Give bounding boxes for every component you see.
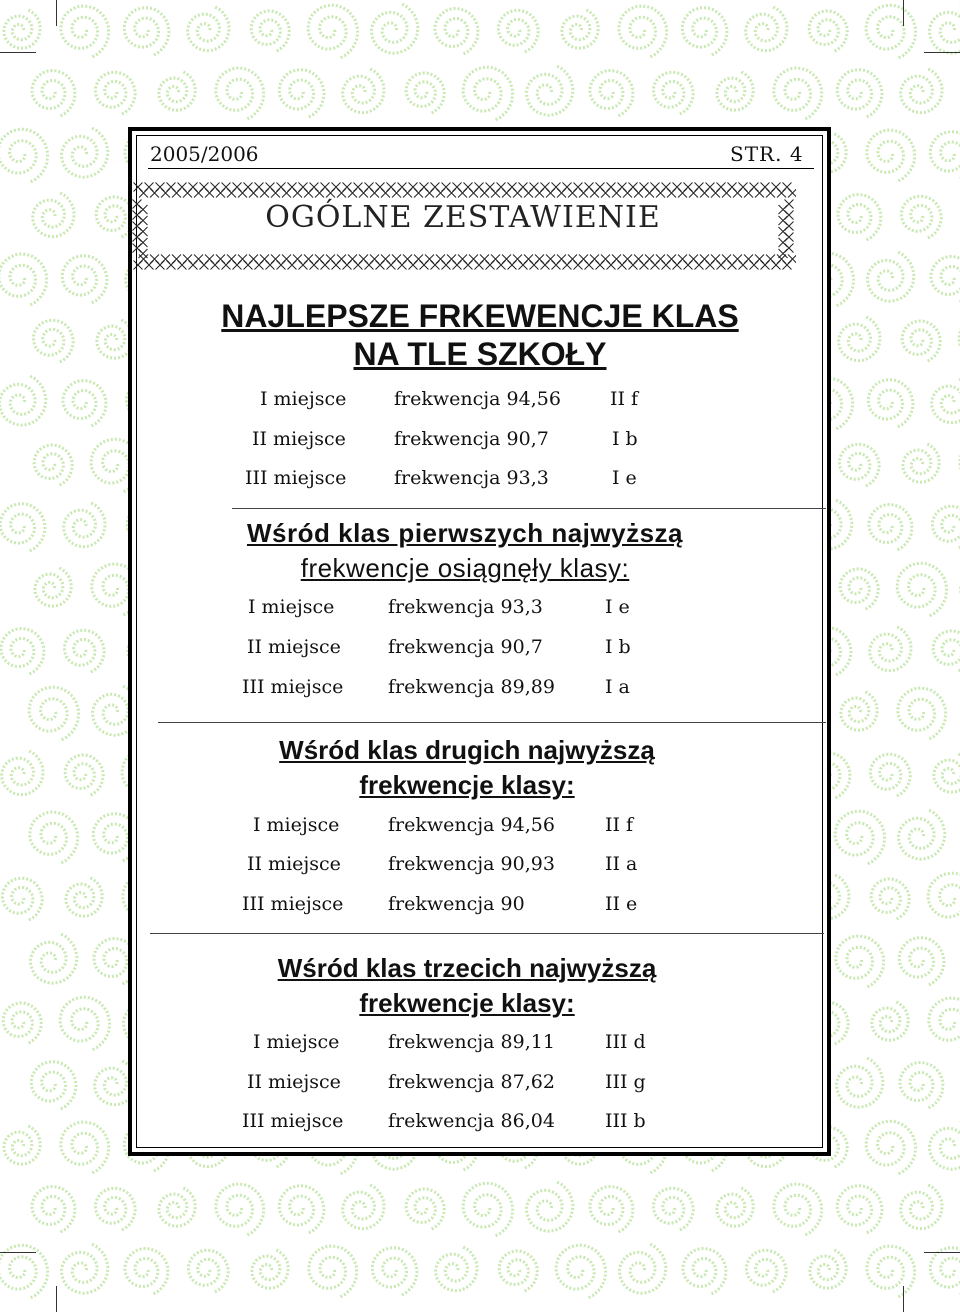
class-label: I a [605, 676, 630, 698]
class-label: II f [610, 388, 639, 410]
place-label: II miejsce [252, 428, 346, 450]
class-label: III b [605, 1110, 646, 1132]
class-label: II e [605, 893, 638, 915]
second-year-title-line-2: frekwencje klasy: [359, 770, 575, 800]
attendance-value: frekwencja 89,89 [388, 676, 555, 698]
third-year-title-line-2: frekwencje klasy: [359, 988, 575, 1018]
class-label: III g [605, 1071, 646, 1093]
attendance-value: frekwencja 89,11 [388, 1031, 555, 1053]
attendance-value: frekwencja 87,62 [388, 1071, 555, 1093]
attendance-value: frekwencja 94,56 [394, 388, 561, 410]
class-label: I b [612, 428, 638, 450]
attendance-value: frekwencja 90,7 [388, 636, 543, 658]
place-label: II miejsce [247, 636, 341, 658]
header-rule [148, 168, 814, 169]
attendance-value: frekwencja 90,7 [394, 428, 549, 450]
first-year-title-line-1: Wśród klas pierwszych najwyższą [247, 518, 683, 548]
attendance-value: frekwencja 90,93 [388, 853, 555, 875]
attendance-value: frekwencja 90 [388, 893, 525, 915]
banner-title: OGÓLNE ZESTAWIENIE [265, 200, 661, 235]
stitch-mark [139, 249, 148, 258]
first-year-title-line-2: frekwencje osiągnęły klasy: [300, 553, 630, 583]
place-label: I miejsce [260, 388, 347, 410]
attendance-value: frekwencja 94,56 [388, 814, 555, 836]
attendance-value: frekwencja 93,3 [394, 467, 549, 489]
class-label: III d [605, 1031, 646, 1053]
place-label: I miejsce [253, 814, 340, 836]
third-year-title-line-1: Wśród klas trzecich najwyższą [277, 953, 657, 983]
place-label: III miejsce [242, 893, 344, 915]
section-separator [158, 722, 826, 723]
class-label: I b [605, 636, 631, 658]
main-title-line-2: NA TLE SZKOŁY [353, 336, 607, 372]
class-label: II f [605, 814, 634, 836]
section-separator [232, 508, 826, 509]
attendance-value: frekwencja 86,04 [388, 1110, 555, 1132]
header-page-number: STR. 4 [730, 142, 804, 166]
place-label: III miejsce [245, 467, 347, 489]
stitch-mark [788, 255, 796, 264]
class-label: I e [612, 467, 637, 489]
place-label: II miejsce [247, 853, 341, 875]
class-label: II a [605, 853, 638, 875]
place-label: I miejsce [253, 1031, 340, 1053]
class-label: I e [605, 596, 630, 618]
place-label: I miejsce [248, 596, 335, 618]
place-label: III miejsce [242, 676, 344, 698]
header-year: 2005/2006 [150, 142, 259, 166]
second-year-title-line-1: Wśród klas drugich najwyższą [279, 735, 655, 765]
section-separator [150, 933, 824, 934]
place-label: II miejsce [247, 1071, 341, 1093]
stitch-mark [788, 189, 796, 198]
stitch-mark [779, 249, 788, 258]
attendance-value: frekwencja 93,3 [388, 596, 543, 618]
main-title-line-1: NAJLEPSZE FRKEWENCJE KLAS [221, 298, 739, 334]
place-label: III miejsce [242, 1110, 344, 1132]
